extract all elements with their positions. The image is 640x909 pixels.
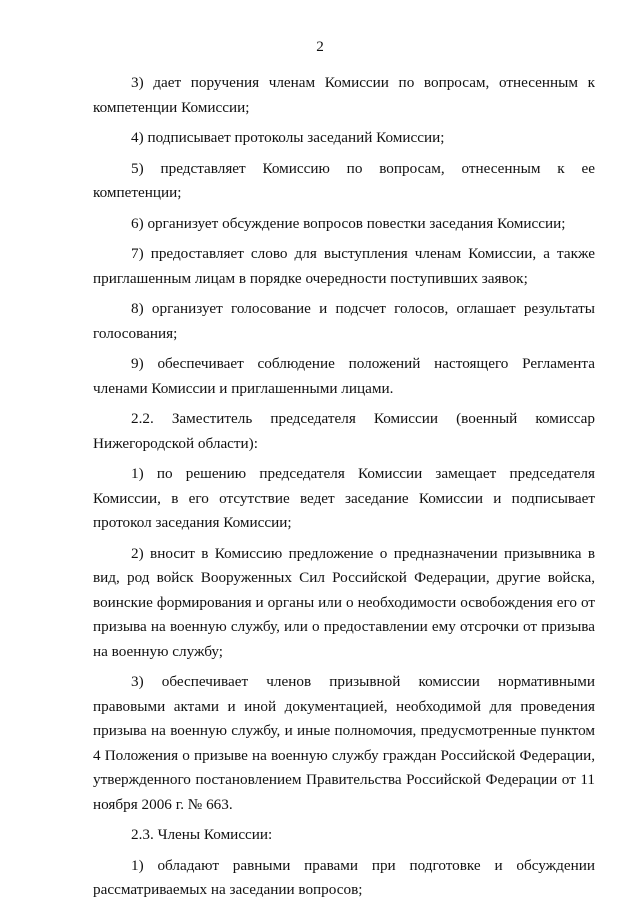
paragraph-item-3-instructions: 3) дает поручения членам Комиссии по вопросам, отнесенным к компетенции Комиссии; [93, 74, 595, 116]
paragraph-deputy-item-2: 2) вносит в Комиссию предложение о предназначении призывника в вид, род войск Вооруженных Сил Российской Федерации, другие войска, воинские формирования и органы или о необходимости освобождения его от призыва на военную службу, или о предоставлении ему отсрочки от призыва на военную службу; [93, 544, 595, 660]
paragraph-item-4-signs-protocols: 4) подписывает протоколы заседаний Комиссии; [131, 129, 445, 146]
paragraph-item-9-compliance: 9) обеспечивает соблюдение положений настоящего Регламента членами Комиссии и приглашенными лицами. [93, 355, 595, 397]
section-heading-2-3: 2.3. Члены Комиссии: [131, 826, 273, 843]
paragraph-deputy-item-3: 3) обеспечивает членов призывной комиссии нормативными правовыми актами и иной документацией, необходимой для проведения призыва на военную службу, и иные полномочия, предусмотренные пунктом 4 Положения о призыве на военную службу граждан Российской Федерации, утвержденного постановлением Правительства Российской Федерации от 11 ноября 2006 г. № 663. [93, 673, 595, 813]
paragraph-item-5-represents: 5) представляет Комиссию по вопросам, отнесенным к ее компетенции; [93, 159, 595, 201]
paragraph-item-6-discussion: 6) организует обсуждение вопросов повестки заседания Комиссии; [131, 214, 566, 232]
section-heading-2-2: 2.2. Заместитель председателя Комиссии (военный комиссар Нижегородской области): [93, 410, 595, 452]
paragraph-item-8-voting: 8) организует голосование и подсчет голосов, оглашает результаты голосования; [93, 300, 595, 342]
page-number: 2 [316, 38, 324, 55]
paragraph-item-7-floor: 7) предоставляет слово для выступления членам Комиссии, а также приглашенным лицам в порядке очередности поступивших заявок; [93, 245, 595, 287]
document-body [93, 71, 595, 909]
paragraph-deputy-item-1: 1) по решению председателя Комиссии замещает председателя Комиссии, в его отсутствие ведет заседание Комиссии и подписывает протокол заседания Комиссии; [93, 465, 595, 531]
paragraph-members-item-1: 1) обладают равными правами при подготовке и обсуждении рассматриваемых на заседании вопросов; [93, 856, 595, 898]
